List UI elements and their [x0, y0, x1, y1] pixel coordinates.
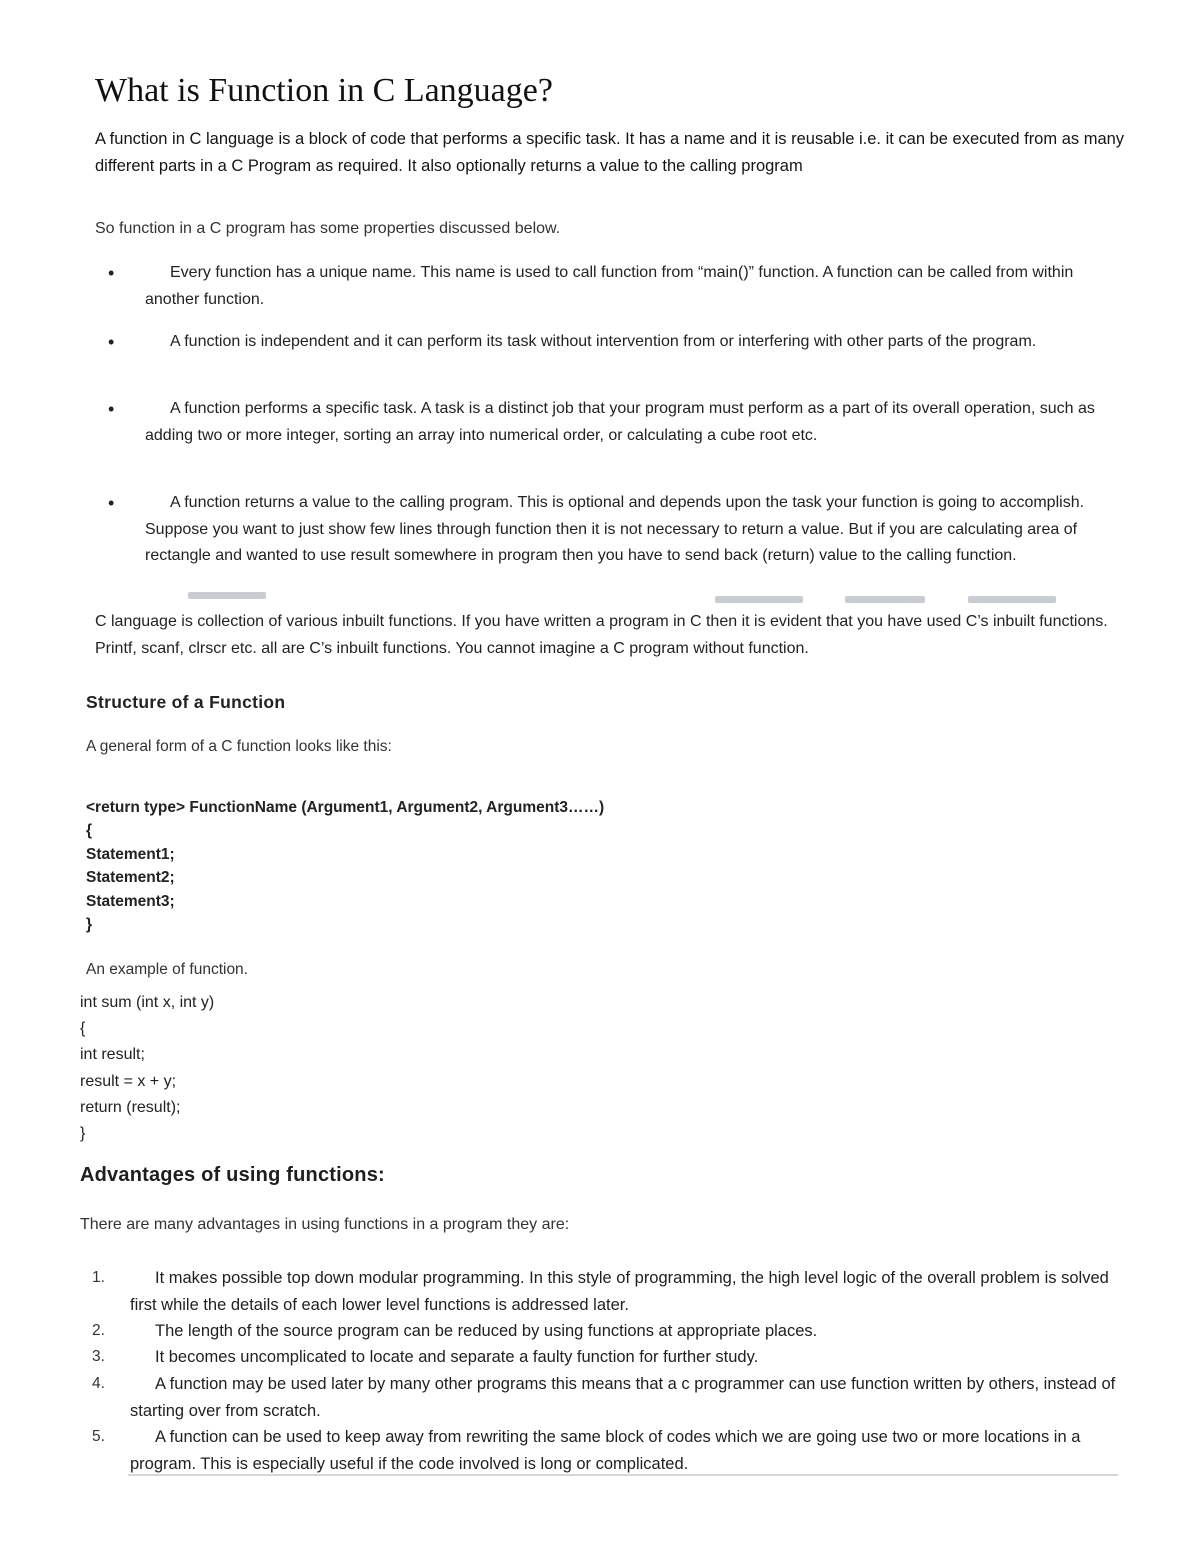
- bullet-icon: •: [108, 263, 115, 283]
- code-line: Statement2;: [86, 869, 175, 887]
- code-line: }: [80, 1125, 86, 1143]
- property-text: A function performs a specific task. A task is a distinct job that your program must perform as a part of its overall operation, such as adding two or more integer, sorting an array into numerical order, or calculating a cube root etc.: [145, 400, 1095, 444]
- bullet-icon: •: [108, 399, 115, 419]
- item-number: 4.: [92, 1375, 105, 1392]
- advantage-item: [92, 1371, 1125, 1424]
- code-line: int sum (int x, int y): [80, 994, 215, 1011]
- advantage-text: It makes possible top down modular programming. In this style of programming, the high level logic of the overall problem is solved first while the details of each lower level functions is addressed later.: [130, 1269, 1109, 1314]
- advantages-lead: There are many advantages in using functions in a program they are:: [80, 1216, 570, 1233]
- advantage-text: A function can be used to keep away from rewriting the same block of codes which we are going use two or more locations in a program. This is especially useful if the code involved is long or complicated.: [130, 1428, 1081, 1473]
- code-line: {: [86, 822, 93, 840]
- intro-paragraph: A function in C language is a block of code that performs a specific task. It has a name and it is reusable i.e. it can be executed from as many different parts in a C Program as required. It also optionally returns a value to the calling program: [95, 130, 1125, 175]
- code-line: int result;: [80, 1046, 145, 1064]
- advantage-item: [92, 1265, 1125, 1318]
- advantage-item: [92, 1344, 1125, 1371]
- advantage-text: It becomes uncomplicated to locate and separate a faulty function for further study.: [155, 1348, 759, 1366]
- property-text: Every function has a unique name. This name is used to call function from “main()” function. A function can be called from within another function.: [145, 264, 1074, 308]
- general-form-lead: A general form of a C function looks like this:: [86, 738, 392, 755]
- bullet-icon: •: [108, 332, 115, 352]
- general-form-code: [86, 796, 604, 936]
- advantage-text: A function may be used later by many other programs this means that a c programmer can use function written by others, instead of starting over from scratch.: [130, 1375, 1116, 1420]
- code-line: return (result);: [80, 1098, 181, 1116]
- property-text: A function is independent and it can perform its task without intervention from or interfering with other parts of the program.: [170, 333, 1037, 350]
- advantages-heading: Advantages of using functions:: [80, 1164, 385, 1186]
- structure-heading: Structure of a Function: [86, 692, 286, 712]
- scan-artifact: [128, 1474, 1118, 1476]
- page-title: What is Function in C Language?: [95, 72, 553, 109]
- code-line: {: [80, 1020, 86, 1038]
- item-number: 2.: [92, 1322, 105, 1339]
- properties-lead: So function in a C program has some properties discussed below.: [95, 220, 561, 237]
- item-number: 1.: [92, 1269, 105, 1286]
- advantage-item: [92, 1318, 1125, 1345]
- code-line: }: [86, 916, 93, 934]
- property-text: A function returns a value to the calling program. This is optional and depends upon the task your function is going to accomplish. Suppose you want to just show few lines through function then it is not necessary to return a value. But if you are calculating area of rectangle and wanted to use result somewhere in program then you have to send back (return) value to the calling function.: [145, 494, 1085, 564]
- item-number: 3.: [92, 1348, 105, 1365]
- property-item: [108, 490, 1120, 570]
- example-code: [80, 990, 214, 1147]
- code-line: Statement3;: [86, 892, 175, 910]
- example-lead: An example of function.: [86, 961, 248, 978]
- scan-artifact: [188, 592, 266, 599]
- property-item: [108, 396, 1120, 449]
- bullet-icon: •: [108, 493, 115, 513]
- inbuilt-functions-paragraph: C language is collection of various inbuilt functions. If you have written a program in C then it is evident that you have used C’s inbuilt functions. Printf, scanf, clrscr etc. all are C’s inbuilt functions. You cannot imagine a C program without function.: [95, 613, 1108, 657]
- property-item: [108, 329, 1120, 356]
- scan-artifact: [968, 596, 1056, 603]
- code-line: result = x + y;: [80, 1072, 177, 1090]
- advantage-text: The length of the source program can be reduced by using functions at appropriate places.: [155, 1322, 818, 1340]
- scan-artifact: [715, 596, 803, 603]
- scan-artifact: [845, 596, 925, 603]
- code-line: Statement1;: [86, 845, 175, 863]
- code-line: <return type> FunctionName (Argument1, Argument2, Argument3……): [86, 799, 605, 816]
- item-number: 5.: [92, 1428, 105, 1445]
- advantage-item: [92, 1424, 1125, 1477]
- property-item: [108, 260, 1120, 313]
